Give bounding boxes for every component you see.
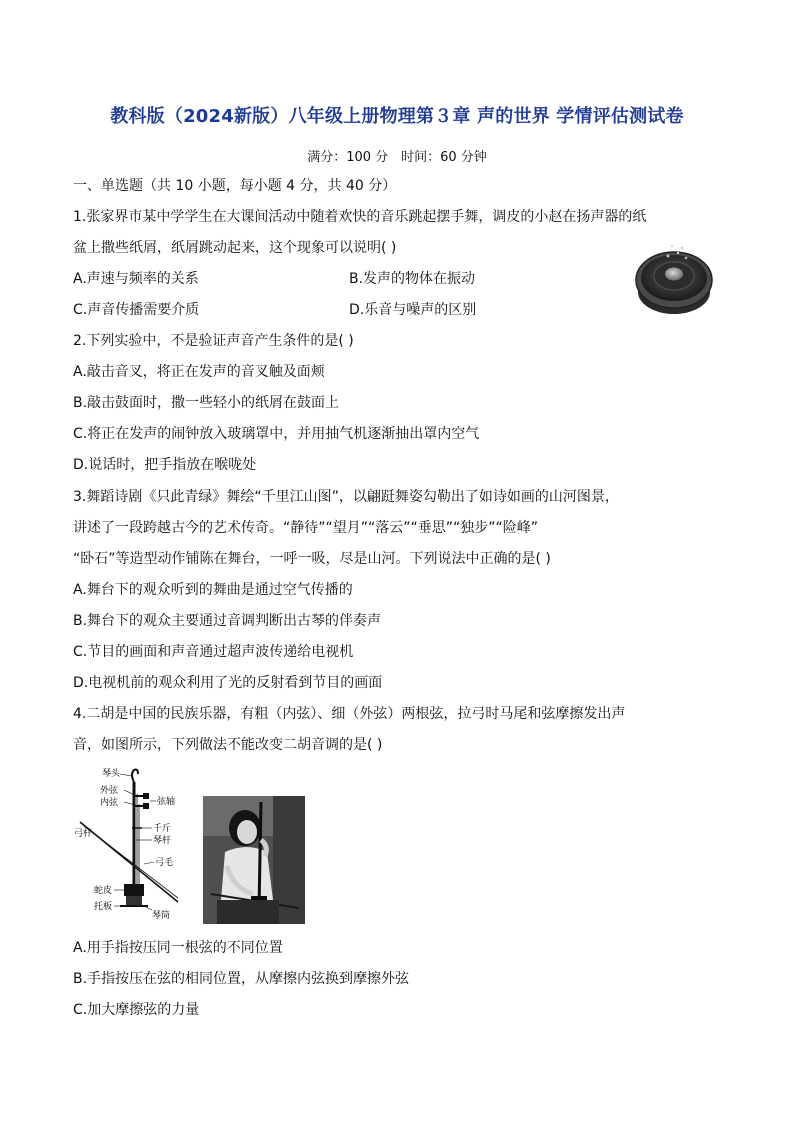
q4-option-b: B.手指按压在弦的相同位置，从摩擦内弦换到摩擦外弦 (73, 971, 410, 987)
q1-option-d: D.乐音与噪声的区别 (349, 302, 477, 318)
q3-option-a: A.舞台下的观众听到的舞曲是通过空气传播的 (73, 582, 353, 598)
q4-stem-line-2: 音，如图所示，下列做法不能改变二胡音调的是( ) (73, 737, 383, 753)
q3-option-b: B.舞台下的观众主要通过音调判断出古琴的伴奏声 (73, 613, 382, 629)
erhu-label-outer: 外弦 (100, 786, 119, 796)
speaker-image (634, 240, 716, 316)
q2-option-c: C.将正在发声的闹钟放入玻璃罩中，并用抽气机逐渐抽出罩内空气 (73, 426, 480, 442)
erhu-player-photo (203, 796, 305, 924)
q4-option-a: A.用手指按压同一根弦的不同位置 (73, 940, 283, 956)
q2-option-a: A.敲击音叉，将正在发声的音叉触及面颊 (73, 364, 325, 380)
q3-option-c: C.节目的画面和声音通过超声波传递给电视机 (73, 644, 354, 660)
erhu-label-qianjin: 千斤 (153, 824, 172, 834)
erhu-label-inner: 内弦 (100, 798, 119, 808)
q1-stem-line-1: 1.张家界市某中学学生在大课间活动中随着欢快的音乐跳起摆手舞，调皮的小赵在扬声器的纸 (73, 209, 647, 225)
q4-stem-line-1: 4.二胡是中国的民族乐器，有粗（内弦）、细（外弦）两根弦，拉弓时马尾和弦摩擦发出声 (73, 706, 626, 722)
erhu-label-peg: 弦轴 (157, 797, 176, 807)
q2-option-b: B.敲击鼓面时，撒一些轻小的纸屑在鼓面上 (73, 395, 340, 411)
q3-option-d: D.电视机前的观众利用了光的反射看到节目的画面 (73, 675, 383, 691)
erhu-diagram (74, 766, 194, 922)
erhu-label-head: 琴头 (102, 769, 121, 779)
q1-option-b: B.发声的物体在振动 (349, 271, 476, 287)
page-title: 教科版（2024新版）八年级上册物理第３章 声的世界 学情评估测试卷 (110, 106, 684, 127)
erhu-label-plate: 托板 (94, 902, 113, 912)
erhu-label-skin: 蛇皮 (94, 886, 113, 896)
erhu-label-hair: 弓毛 (155, 858, 174, 868)
section-heading: 一、单选题（共 10 小题，每小题 4 分，共 40 分） (73, 178, 397, 194)
erhu-label-neck: 琴杆 (153, 836, 172, 846)
erhu-label-bow: 弓杆 (74, 829, 93, 839)
q1-option-a: A.声速与频率的关系 (73, 271, 199, 287)
erhu-label-body: 琴筒 (152, 911, 171, 921)
q1-option-c: C.声音传播需要介质 (73, 302, 200, 318)
q3-stem-line-2: 讲述了一段跨越古今的艺术传奇。“静待”“望月”“落云”“垂思”“独步”“险峰” (73, 520, 539, 536)
exam-meta: 满分：100 分 时间：60 分钟 (307, 150, 487, 165)
q3-stem-line-3: “卧石”等造型动作铺陈在舞台，一呼一吸，尽是山河。下列说法中正确的是( ) (73, 551, 551, 567)
q2-option-d: D.说话时，把手指放在喉咙处 (73, 457, 257, 473)
q1-stem-line-2: 盆上撒些纸屑，纸屑跳动起来，这个现象可以说明( ) (73, 240, 397, 256)
q2-stem: 2.下列实验中，不是验证声音产生条件的是( ) (73, 333, 354, 349)
q3-stem-line-1: 3.舞蹈诗剧《只此青绿》舞绘“千里江山图”，以翩跹舞姿勾勒出了如诗如画的山河图景， (73, 489, 619, 505)
q4-option-c: C.加大摩擦弦的力量 (73, 1002, 200, 1018)
